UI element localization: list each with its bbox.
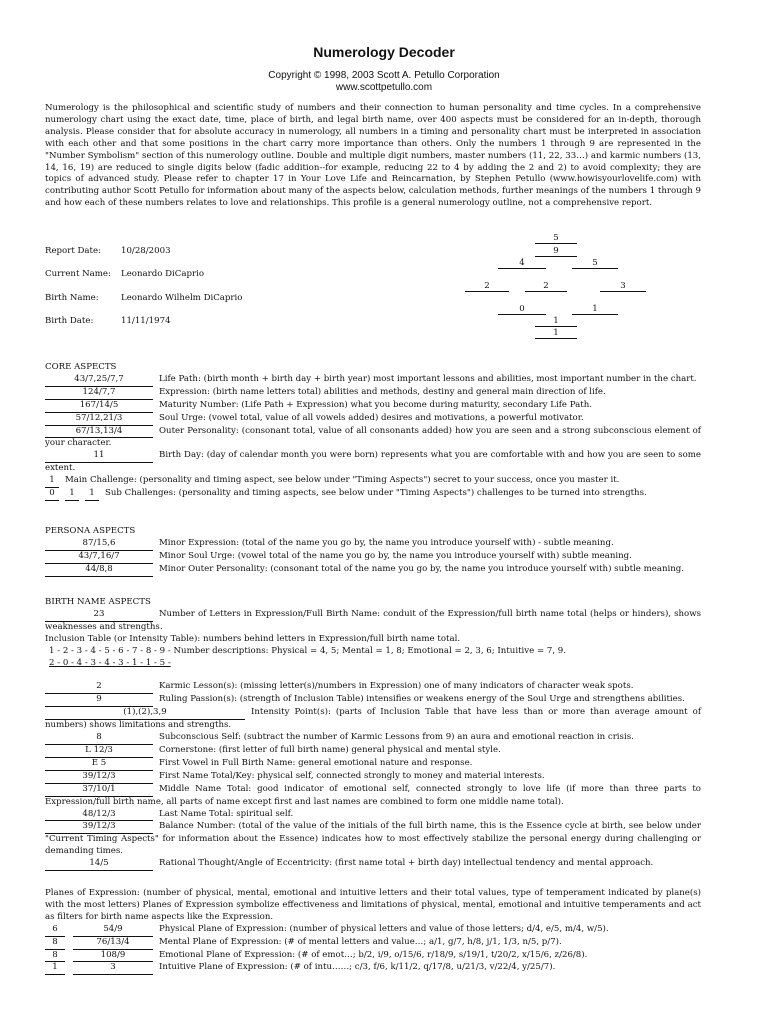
report-date-row — [45, 246, 305, 258]
plane-row — [45, 937, 701, 950]
aspect-row — [45, 488, 701, 501]
section-heading: PERSONA ASPECTS — [45, 526, 136, 536]
aspect-row — [45, 475, 701, 488]
core-aspects-section — [45, 362, 701, 501]
sub-challenge-3: 1 — [85, 488, 99, 501]
copyright-text: Copyright © 1998, 2003 Scott A. Petullo Corporation — [268, 70, 500, 81]
current-name-row — [45, 269, 305, 281]
plane-value: 54/9 — [73, 924, 153, 937]
aspect-value: 11 — [45, 450, 153, 463]
document-title: Numerology Decoder — [313, 44, 455, 60]
aspect-text: Maturity Number: (Life Path + Expression) what you become during maturity, secondary Life Path. — [159, 399, 592, 410]
aspect-row — [45, 809, 701, 822]
plane-text: Physical Plane of Expression: (number of physical letters and value of those letters; d/4, e/5, m/4, w/5). — [159, 923, 609, 934]
pyramid-cell: 1 — [535, 316, 577, 327]
aspect-value: 43/7,16/7 — [45, 551, 153, 564]
aspect-row — [45, 681, 701, 694]
sub-challenge-1: 0 — [45, 488, 59, 501]
inclusion-values-row — [45, 658, 701, 670]
aspect-text: Intensity Point(s): (parts of Inclusion Table that have less than or more than average amount of numbers) shows limitations and strengths. — [45, 707, 701, 731]
plane-text: Mental Plane of Expression: (# of mental letters and value…; a/1, g/7, h/8, j/1, 1/3, n/5, p/7). — [159, 936, 562, 947]
aspect-row — [45, 450, 701, 475]
aspect-text: Rational Thought/Angle of Eccentricity: (first name total + birth day) intellectual tendency and mental approach. — [159, 858, 654, 869]
birth-name-row — [45, 293, 305, 305]
aspect-row — [45, 400, 701, 413]
aspect-row — [45, 758, 701, 771]
aspect-value: 37/10/1 — [45, 784, 153, 797]
plane-count: 8 — [45, 937, 65, 950]
aspect-value: 57/12,21/3 — [45, 413, 153, 426]
plane-count: 1 — [45, 962, 65, 975]
aspect-text: Main Challenge: (personality and timing aspect, see below under "Timing Aspects") secret to your success, once you master it. — [65, 475, 620, 486]
aspect-row — [45, 387, 701, 400]
aspect-value: 39/12/3 — [45, 821, 153, 834]
plane-count: 6 — [45, 924, 65, 937]
pyramid-cell: 4 — [498, 258, 546, 269]
pyramid-cell: 2 — [525, 281, 567, 292]
plane-value: 76/13/4 — [73, 937, 153, 950]
planes-intro: Planes of Expression: (number of physical, mental, emotional and intuitive letters and their total values, type of temperament indicated by plane(s) with the most letters) Planes of Expression symbolize effectiveness and limitations of physical, mental, emotional and intuitive temperaments and act as filters for birth name aspects like the Expression. — [45, 888, 701, 922]
aspect-text: Number of Letters in Expression/Full Birth Name: conduit of the Expression/full birth name total (helps or hinders), shows weaknesses and strengths. — [45, 608, 701, 632]
aspect-text: Ruling Passion(s): (strength of Inclusion Table) intensifies or weakens energy of the Soul Urge and strengthens abilities. — [159, 694, 685, 705]
aspect-value: 8 — [45, 732, 153, 745]
aspect-value: (1),(2),3,9 — [45, 707, 245, 720]
aspect-value: 14/5 — [45, 858, 153, 871]
aspect-row — [45, 694, 701, 707]
pyramid-cell: 5 — [535, 233, 577, 244]
aspect-row — [45, 426, 701, 451]
pyramid-cell: 9 — [535, 246, 577, 257]
aspect-text: Life Path: (birth month + birth day + birth year) most important lessons and abilities, most important number in the chart. — [159, 373, 697, 384]
inclusion-table-text: Inclusion Table (or Intensity Table): numbers behind letters in Expression/full birth name total. — [45, 633, 461, 644]
aspect-value: 124/7,7 — [45, 387, 153, 400]
aspect-text: Last Name Total: spiritual self. — [159, 808, 294, 819]
plane-row — [45, 950, 701, 963]
aspect-row — [45, 784, 701, 809]
pyramid-cell: 3 — [600, 281, 646, 292]
aspect-value: 9 — [45, 694, 153, 707]
pyramid-cell: 1 — [572, 304, 618, 315]
aspect-value: 44/8,8 — [45, 564, 153, 577]
aspect-text: Subconscious Self: (subtract the number of Karmic Lessons from 9) an aura and emotional reaction in crisis. — [159, 732, 634, 743]
plane-text: Emotional Plane of Expression: (# of emot…; b/2, i/9, o/15/6, r/18/9, s/19/1, t/20/2, x/15/6, z/26/8). — [159, 949, 588, 960]
aspect-text: Soul Urge: (vowel total, value of all vowels added) desires and motivations, a powerful motivator. — [159, 412, 584, 423]
aspect-row — [45, 771, 701, 784]
current-name-value: Leonardo DiCaprio — [121, 269, 205, 279]
aspect-value: 23 — [45, 609, 153, 622]
plane-count: 8 — [45, 950, 65, 963]
section-heading: CORE ASPECTS — [45, 362, 117, 372]
copyright-block — [0, 70, 768, 94]
birth-date-value: 11/11/1974 — [121, 316, 171, 326]
inclusion-descriptions: Number descriptions: Physical = 4, 5; Mental = 1, 8; Emotional = 2, 3, 6; Intuitive = 7, 9. — [173, 645, 567, 656]
current-name-label: Current Name: — [45, 269, 111, 279]
aspect-row — [45, 564, 701, 577]
aspect-value: 48/12/3 — [45, 809, 153, 822]
aspect-value: 67/13,13/4 — [45, 426, 153, 439]
aspect-text: Minor Outer Personality: (consonant total of the name you go by, the name you introduce yourself with) subtle meaning. — [159, 563, 685, 574]
section-heading: BIRTH NAME ASPECTS — [45, 597, 151, 607]
plane-value: 3 — [73, 962, 153, 975]
aspect-value: 1 — [45, 475, 59, 488]
intro-paragraph: Numerology is the philosophical and scientific study of numbers and their connection to human personality and time cycles. In a comprehensive numerology chart using the exact date, time, place of birth, and legal birth name, over 400 aspects must be considered for an in-depth, thorough analysis. Please consider that for absolute accuracy in numerology, all numbers in a timing and personality chart must be interpreted in association with each other and that some positions in the chart carry more importance than others. Only the numbers 1 through 9 are represented in the "Number Symbolism" section of this numerology outline. Double and multiple digit numbers, master numbers (11, 22, 33…) and karmic numbers (13, 14, 16, 19) are reduced to single digits below (fadic addition--for example, reducing 22 to 4 by adding the 2 and 2) to avoid complexity; they are topics of advanced study. Please refer to chapter 17 in Your Love Life and Reincarnation, by Stephen Petullo (www.howisyourlovelife.com) with contributing author Scott Petullo for information about many of the aspects below, calculation methods, further meanings of the numbers 1 through 9 and how each of these numbers relates to love and relationships. This profile is a general numerology outline, not a comprehensive report. — [45, 103, 701, 209]
pyramid-cell: 2 — [465, 281, 509, 292]
aspect-text: Outer Personality: (consonant total, value of all consonants added) how you are seen and a strong subconscious element of your character. — [45, 425, 701, 449]
aspect-text: Minor Soul Urge: (vowel total of the name you go by, the name you introduce yourself with) subtle meaning. — [159, 550, 632, 561]
aspect-row — [45, 745, 701, 758]
aspect-text: Minor Expression: (total of the name you go by, the name you introduce yourself with) - subtle meaning. — [159, 537, 614, 548]
aspect-value: 39/12/3 — [45, 771, 153, 784]
aspect-row — [45, 538, 701, 551]
birth-date-label: Birth Date: — [45, 316, 94, 326]
aspect-row — [45, 732, 701, 745]
birth-date-row — [45, 316, 305, 328]
birth-name-value: Leonardo Wilhelm DiCaprio — [121, 293, 243, 303]
plane-row — [45, 924, 701, 937]
inclusion-numbers-row — [45, 646, 701, 658]
plane-row — [45, 962, 701, 975]
aspect-value: 2 — [45, 681, 153, 694]
inclusion-values: 2 - 0 - 4 - 3 - 4 - 3 - 1 - 1 - 5 - — [49, 657, 171, 668]
website-url: www.scottpetullo.com — [335, 82, 433, 93]
persona-aspects-section — [45, 526, 701, 577]
aspect-text: Birth Day: (day of calendar month you were born) represents what you are comfortable with and how you are seen to some extent. — [45, 450, 701, 474]
aspect-text: Middle Name Total: good indicator of emotional self, connected strongly to love life (if more than three parts to Expression/full birth name, all parts of name except first and last names are combined to form one middle name total). — [45, 783, 701, 807]
plane-text: Intuitive Plane of Expression: (# of intu……; c/3, f/6, k/11/2, q/17/8, u/21/3, v/22/4, y/25/7). — [159, 962, 556, 973]
aspect-value: E 5 — [45, 758, 153, 771]
aspect-row — [45, 413, 701, 426]
pyramid-cell: 5 — [572, 258, 618, 269]
aspect-row — [45, 821, 701, 858]
report-date-label: Report Date: — [45, 246, 101, 256]
aspect-text: Sub Challenges: (personality and timing aspects, see below under "Timing Aspects") challenges to be turned into strengths. — [105, 488, 647, 499]
aspect-value: 87/15,6 — [45, 538, 153, 551]
aspect-row — [45, 609, 701, 634]
inclusion-numbers: 1 - 2 - 3 - 4 - 5 - 6 - 7 - 8 - 9 - — [49, 645, 171, 656]
aspect-value: 43/7,25/7,7 — [45, 374, 153, 387]
aspect-value: 167/14/5 — [45, 400, 153, 413]
planes-of-expression-section — [45, 888, 701, 975]
aspect-row — [45, 707, 701, 732]
plane-value: 108/9 — [73, 950, 153, 963]
aspect-text: Expression: (birth name letters total) abilities and methods, destiny and general main direction of life. — [159, 386, 606, 397]
birth-name-aspects-section — [45, 597, 701, 871]
report-date-value: 10/28/2003 — [121, 246, 171, 256]
pyramid-cell: 0 — [498, 304, 546, 315]
aspect-row — [45, 551, 701, 564]
aspect-text: First Vowel in Full Birth Name: general emotional nature and response. — [159, 757, 473, 768]
aspect-text: Karmic Lesson(s): (missing letter(s)/numbers in Expression) one of many indicators of character weak spots. — [159, 681, 634, 692]
aspect-value: L 12/3 — [45, 745, 153, 758]
aspect-text: Cornerstone: (first letter of full birth name) general physical and mental style. — [159, 744, 501, 755]
birth-name-label: Birth Name: — [45, 293, 99, 303]
aspect-text: First Name Total/Key: physical self, connected strongly to money and material interests. — [159, 770, 545, 781]
pyramid-cell: 1 — [535, 328, 577, 339]
sub-challenge-2: 1 — [65, 488, 79, 501]
aspect-row — [45, 374, 701, 387]
aspect-text: Balance Number: (total of the value of the initials of the full birth name, this is the Essence cycle at birth, see below under "Current Timing Aspects" for information about the Essence) indicates how to most effectively stabilize the personal energy during challenging or demanding times. — [45, 821, 701, 857]
aspect-row — [45, 858, 701, 871]
